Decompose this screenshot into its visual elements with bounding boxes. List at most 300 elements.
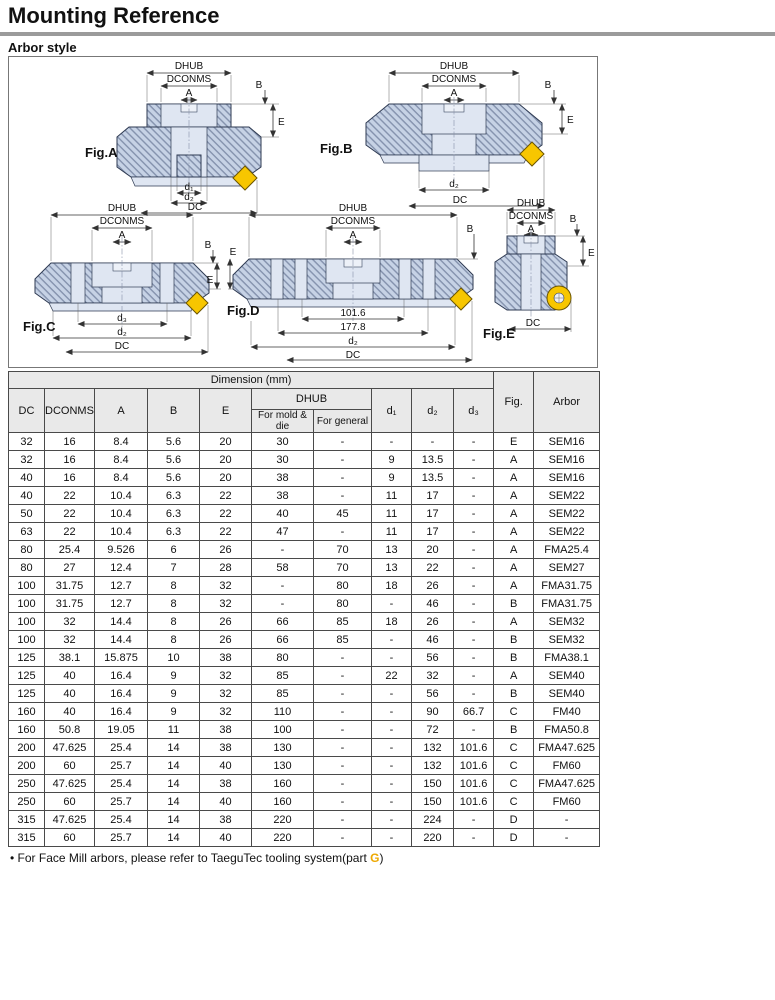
table-cell: 32 [45, 613, 95, 631]
table-cell: 220 [412, 829, 454, 847]
table-cell: 22 [200, 487, 252, 505]
table-cell: 100 [252, 721, 314, 739]
table-cell: 16.4 [95, 667, 148, 685]
dim-label-d2: d₂ [449, 179, 459, 190]
table-cell: A [494, 667, 534, 685]
dim-label-dhub: DHUB [516, 198, 546, 209]
table-cell: - [454, 811, 494, 829]
table-cell: - [372, 739, 412, 757]
table-cell: 17 [412, 505, 454, 523]
dim-label-a: A [527, 224, 535, 235]
table-row [9, 811, 600, 829]
dim-label-a: A [118, 230, 126, 241]
table-cell: 130 [252, 757, 314, 775]
table-cell: 32 [9, 433, 45, 451]
fig-e-label: Fig.E [483, 326, 515, 341]
table-cell: 160 [252, 775, 314, 793]
dim-label-dc: DC [525, 318, 541, 329]
header-dimension: Dimension (mm) [9, 372, 494, 389]
table-cell: - [372, 631, 412, 649]
dim-label-d1: d₁ [184, 182, 194, 193]
table-cell: - [454, 649, 494, 667]
table-cell: B [494, 685, 534, 703]
table-cell: 70 [314, 559, 372, 577]
dim-label-dconms: DCONMS [330, 216, 376, 227]
table-cell: 31.75 [45, 595, 95, 613]
table-cell: C [494, 775, 534, 793]
table-cell: - [314, 703, 372, 721]
table-cell: 224 [412, 811, 454, 829]
table-cell: 22 [412, 559, 454, 577]
title-rule [0, 32, 775, 36]
table-cell: 20 [200, 451, 252, 469]
dim-label-dhub: DHUB [439, 61, 469, 72]
table-cell: 25.4 [95, 811, 148, 829]
table-cell: SEM22 [534, 505, 600, 523]
fig-c-label: Fig.C [23, 319, 56, 334]
table-cell: 38 [200, 739, 252, 757]
table-cell: 26 [412, 613, 454, 631]
table-cell: 22 [45, 487, 95, 505]
table-cell: 58 [252, 559, 314, 577]
table-cell: 125 [9, 667, 45, 685]
table-cell: 45 [314, 505, 372, 523]
table-cell: 16 [45, 433, 95, 451]
table-cell: - [314, 793, 372, 811]
table-cell: - [372, 433, 412, 451]
table-cell: 20 [412, 541, 454, 559]
fig-a-label: Fig.A [85, 145, 118, 160]
fig-b-label: Fig.B [320, 141, 353, 156]
table-row [9, 649, 600, 667]
table-cell: 40 [45, 667, 95, 685]
table-cell: 47.625 [45, 775, 95, 793]
dim-label-dc: DC [114, 341, 130, 352]
table-cell: FM60 [534, 757, 600, 775]
header-dconms: DCONMS [45, 389, 95, 433]
table-cell: 26 [200, 613, 252, 631]
table-row [9, 793, 600, 811]
dim-label-dconms: DCONMS [508, 211, 554, 222]
table-row [9, 757, 600, 775]
dim-label-e: E [278, 117, 285, 128]
table-cell: 85 [314, 613, 372, 631]
table-cell: 9 [148, 703, 200, 721]
table-cell: 56 [412, 649, 454, 667]
arbor-style-diagram-panel [8, 56, 598, 368]
table-cell: 20 [200, 469, 252, 487]
table-cell: 32 [200, 685, 252, 703]
table-cell: 9 [372, 451, 412, 469]
table-cell: 38 [252, 487, 314, 505]
table-cell: - [454, 631, 494, 649]
table-cell: - [314, 811, 372, 829]
part-g-badge: G [370, 851, 380, 865]
table-cell: SEM32 [534, 631, 600, 649]
header-for-mold-die: For mold & die [252, 410, 314, 433]
table-cell: 315 [9, 829, 45, 847]
table-cell: B [494, 649, 534, 667]
table-cell: 150 [412, 775, 454, 793]
table-cell: 38 [200, 811, 252, 829]
table-cell: 47.625 [45, 811, 95, 829]
table-cell: 38 [200, 721, 252, 739]
dim-label-e: E [206, 275, 214, 286]
table-cell: 14 [148, 775, 200, 793]
table-cell: 50 [9, 505, 45, 523]
table-cell: A [494, 577, 534, 595]
table-cell: A [494, 505, 534, 523]
table-cell: 5.6 [148, 469, 200, 487]
table-cell: 85 [252, 667, 314, 685]
table-cell: D [494, 811, 534, 829]
table-cell: 125 [9, 685, 45, 703]
table-cell: 85 [252, 685, 314, 703]
header-fig: Fig. [494, 372, 534, 433]
table-cell: A [494, 523, 534, 541]
table-cell: 9 [148, 685, 200, 703]
table-cell: 11 [372, 523, 412, 541]
table-header [9, 372, 600, 433]
table-cell: 32 [200, 703, 252, 721]
table-cell: - [314, 829, 372, 847]
table-cell: 315 [9, 811, 45, 829]
table-cell: 16.4 [95, 703, 148, 721]
table-cell: 18 [372, 613, 412, 631]
table-cell: 32 [45, 631, 95, 649]
header-dc: DC [9, 389, 45, 433]
table-cell: 25.4 [45, 541, 95, 559]
table-cell: 14 [148, 829, 200, 847]
dim-label-dhub: DHUB [174, 61, 204, 72]
table-cell: 125 [9, 649, 45, 667]
table-row [9, 469, 600, 487]
table-cell: C [494, 757, 534, 775]
table-cell: 32 [412, 667, 454, 685]
table-cell: 16.4 [95, 685, 148, 703]
table-cell: 8.4 [95, 469, 148, 487]
table-cell: 7 [148, 559, 200, 577]
table-row [9, 775, 600, 793]
table-cell: 13.5 [412, 469, 454, 487]
table-row [9, 451, 600, 469]
table-cell: 8.4 [95, 433, 148, 451]
dim-label-dhub: DHUB [107, 203, 137, 214]
table-cell: 132 [412, 757, 454, 775]
table-cell: 5.6 [148, 451, 200, 469]
dim-label-d2: d₂ [348, 336, 358, 347]
table-cell: 101.6 [454, 739, 494, 757]
table-cell: 60 [45, 829, 95, 847]
table-cell: C [494, 793, 534, 811]
table-cell: 31.75 [45, 577, 95, 595]
table-cell: 10.4 [95, 523, 148, 541]
table-cell: 11 [372, 505, 412, 523]
table-cell: SEM16 [534, 433, 600, 451]
table-cell: 47.625 [45, 739, 95, 757]
table-cell: 14 [148, 811, 200, 829]
table-cell: 66 [252, 631, 314, 649]
table-cell: 6.3 [148, 523, 200, 541]
table-cell: 11 [372, 487, 412, 505]
table-cell: 25.4 [95, 775, 148, 793]
table-cell: - [454, 505, 494, 523]
table-cell: 12.7 [95, 595, 148, 613]
table-cell: 40 [9, 487, 45, 505]
table-cell: 8 [148, 613, 200, 631]
table-cell: 6 [148, 541, 200, 559]
table-cell: SEM22 [534, 523, 600, 541]
table-cell: 80 [9, 541, 45, 559]
table-cell: 56 [412, 685, 454, 703]
table-cell: 14.4 [95, 613, 148, 631]
table-cell: 9.526 [95, 541, 148, 559]
table-cell: 25.7 [95, 793, 148, 811]
fig-a-diagram [69, 59, 319, 219]
table-row [9, 577, 600, 595]
table-cell: - [314, 685, 372, 703]
table-cell: - [372, 757, 412, 775]
header-b: B [148, 389, 200, 433]
table-cell: - [534, 829, 600, 847]
table-cell: - [454, 613, 494, 631]
table-cell: 130 [252, 739, 314, 757]
table-cell: B [494, 631, 534, 649]
table-cell: 101.6 [454, 793, 494, 811]
table-cell: 200 [9, 757, 45, 775]
table-row [9, 739, 600, 757]
table-cell: 8.4 [95, 451, 148, 469]
table-cell: 160 [9, 703, 45, 721]
table-cell: A [494, 613, 534, 631]
table-cell: 22 [200, 505, 252, 523]
table-cell: - [454, 577, 494, 595]
table-cell: - [454, 469, 494, 487]
table-cell: 80 [252, 649, 314, 667]
fig-c-diagram [21, 201, 221, 363]
table-cell: 32 [200, 667, 252, 685]
dim-label-d2: d₂ [184, 192, 194, 203]
table-cell: 11 [148, 721, 200, 739]
table-cell: A [494, 541, 534, 559]
table-cell: 8 [148, 577, 200, 595]
table-cell: 8 [148, 595, 200, 613]
table-cell: 38 [200, 649, 252, 667]
dim-label-a: A [349, 230, 357, 241]
table-cell: 110 [252, 703, 314, 721]
table-cell: 60 [45, 793, 95, 811]
table-cell: - [314, 739, 372, 757]
table-cell: 8 [148, 631, 200, 649]
table-row [9, 613, 600, 631]
table-cell: FMA50.8 [534, 721, 600, 739]
footnote-close: ) [379, 851, 384, 865]
dim-label-d2: d₂ [117, 327, 127, 338]
table-cell: 101.6 [454, 775, 494, 793]
table-cell: 22 [372, 667, 412, 685]
table-row [9, 487, 600, 505]
table-cell: A [494, 451, 534, 469]
dim-label-b: B [466, 224, 474, 235]
header-arbor: Arbor [534, 372, 600, 433]
table-cell: 13 [372, 541, 412, 559]
table-cell: C [494, 703, 534, 721]
table-cell: 220 [252, 829, 314, 847]
table-cell: - [372, 721, 412, 739]
table-cell: - [454, 523, 494, 541]
table-cell: 160 [9, 721, 45, 739]
table-cell: SEM16 [534, 469, 600, 487]
table-row [9, 829, 600, 847]
table-cell: 100 [9, 595, 45, 613]
table-cell: - [454, 541, 494, 559]
table-cell: 47 [252, 523, 314, 541]
table-cell: 250 [9, 775, 45, 793]
table-cell: FMA31.75 [534, 595, 600, 613]
dim-label-a: A [185, 88, 193, 99]
table-cell: - [314, 487, 372, 505]
table-cell: - [314, 721, 372, 739]
table-cell: 13 [372, 559, 412, 577]
table-cell: 46 [412, 631, 454, 649]
table-cell: FMA25.4 [534, 541, 600, 559]
footnote-bullet: • [10, 851, 15, 865]
table-cell: 60 [45, 757, 95, 775]
dim-label-dc: DC [452, 195, 468, 206]
table-cell: 38 [252, 469, 314, 487]
table-cell: 40 [252, 505, 314, 523]
dim-label-dc: DC [345, 350, 361, 361]
table-cell: 15.875 [95, 649, 148, 667]
table-row [9, 703, 600, 721]
table-cell: 10 [148, 649, 200, 667]
table-cell: 80 [314, 577, 372, 595]
table-row [9, 433, 600, 451]
table-cell: - [454, 829, 494, 847]
table-cell: 40 [45, 685, 95, 703]
table-cell: 66 [252, 613, 314, 631]
table-cell: 30 [252, 433, 314, 451]
table-cell: SEM27 [534, 559, 600, 577]
dim-label-d3: d₃ [117, 313, 127, 324]
dim-label-e: E [567, 115, 574, 126]
header-d3: d₃ [454, 389, 494, 433]
table-cell: 40 [200, 757, 252, 775]
table-cell: - [372, 595, 412, 613]
table-cell: SEM40 [534, 667, 600, 685]
table-cell: - [314, 451, 372, 469]
table-cell: 160 [252, 793, 314, 811]
table-cell: 28 [200, 559, 252, 577]
table-cell: - [454, 433, 494, 451]
table-cell: 80 [9, 559, 45, 577]
table-cell: 30 [252, 451, 314, 469]
table-cell: 25.7 [95, 757, 148, 775]
dim-label-a: A [450, 88, 458, 99]
header-d1: d₁ [372, 389, 412, 433]
table-cell: 250 [9, 793, 45, 811]
table-cell: - [454, 595, 494, 613]
table-cell: 6.3 [148, 487, 200, 505]
table-cell: 16 [45, 451, 95, 469]
table-cell: 22 [45, 505, 95, 523]
table-cell: - [314, 433, 372, 451]
table-cell: 66.7 [454, 703, 494, 721]
table-cell: 40 [200, 793, 252, 811]
dim-label-dconms: DCONMS [166, 74, 212, 85]
table-cell: 85 [314, 631, 372, 649]
table-cell: - [314, 649, 372, 667]
table-cell: FM60 [534, 793, 600, 811]
table-cell: 40 [45, 703, 95, 721]
table-row [9, 721, 600, 739]
table-cell: FMA38.1 [534, 649, 600, 667]
table-cell: - [372, 775, 412, 793]
table-cell: - [314, 667, 372, 685]
table-cell: 20 [200, 433, 252, 451]
table-cell: - [372, 703, 412, 721]
table-cell: - [454, 487, 494, 505]
table-row [9, 523, 600, 541]
table-cell: 150 [412, 793, 454, 811]
table-cell: 13.5 [412, 451, 454, 469]
table-cell: SEM16 [534, 451, 600, 469]
table-cell: - [372, 829, 412, 847]
table-cell: C [494, 739, 534, 757]
table-cell: 70 [314, 541, 372, 559]
dim-label-e: E [229, 247, 237, 258]
fig-d-diagram [227, 201, 479, 366]
table-cell: 72 [412, 721, 454, 739]
table-cell: 16 [45, 469, 95, 487]
table-cell: 14 [148, 757, 200, 775]
table-row [9, 505, 600, 523]
table-cell: 26 [200, 541, 252, 559]
table-cell: - [454, 667, 494, 685]
table-cell: 90 [412, 703, 454, 721]
dim-label-dhub: DHUB [338, 203, 368, 214]
table-cell: SEM32 [534, 613, 600, 631]
table-cell: 19.05 [95, 721, 148, 739]
table-cell: 38 [200, 775, 252, 793]
dim-label-e: E [588, 248, 595, 259]
table-cell: - [252, 541, 314, 559]
dimension-table-body [9, 433, 600, 847]
table-cell: - [454, 721, 494, 739]
dim-label-b: B [204, 240, 212, 251]
table-cell: 32 [9, 451, 45, 469]
table-cell: SEM40 [534, 685, 600, 703]
table-cell: 5.6 [148, 433, 200, 451]
table-cell: 32 [200, 577, 252, 595]
table-cell: A [494, 487, 534, 505]
table-row [9, 595, 600, 613]
table-cell: FM40 [534, 703, 600, 721]
header-d2: d₂ [412, 389, 454, 433]
table-cell: - [454, 559, 494, 577]
table-row [9, 631, 600, 649]
table-cell: - [534, 811, 600, 829]
table-cell: - [412, 433, 454, 451]
fig-e-diagram [481, 196, 605, 364]
table-cell: 14 [148, 739, 200, 757]
dim-label-dconms: DCONMS [99, 216, 145, 227]
table-cell: 22 [45, 523, 95, 541]
table-cell: 12.4 [95, 559, 148, 577]
table-cell: - [314, 757, 372, 775]
table-cell: 26 [200, 631, 252, 649]
table-cell: - [314, 469, 372, 487]
